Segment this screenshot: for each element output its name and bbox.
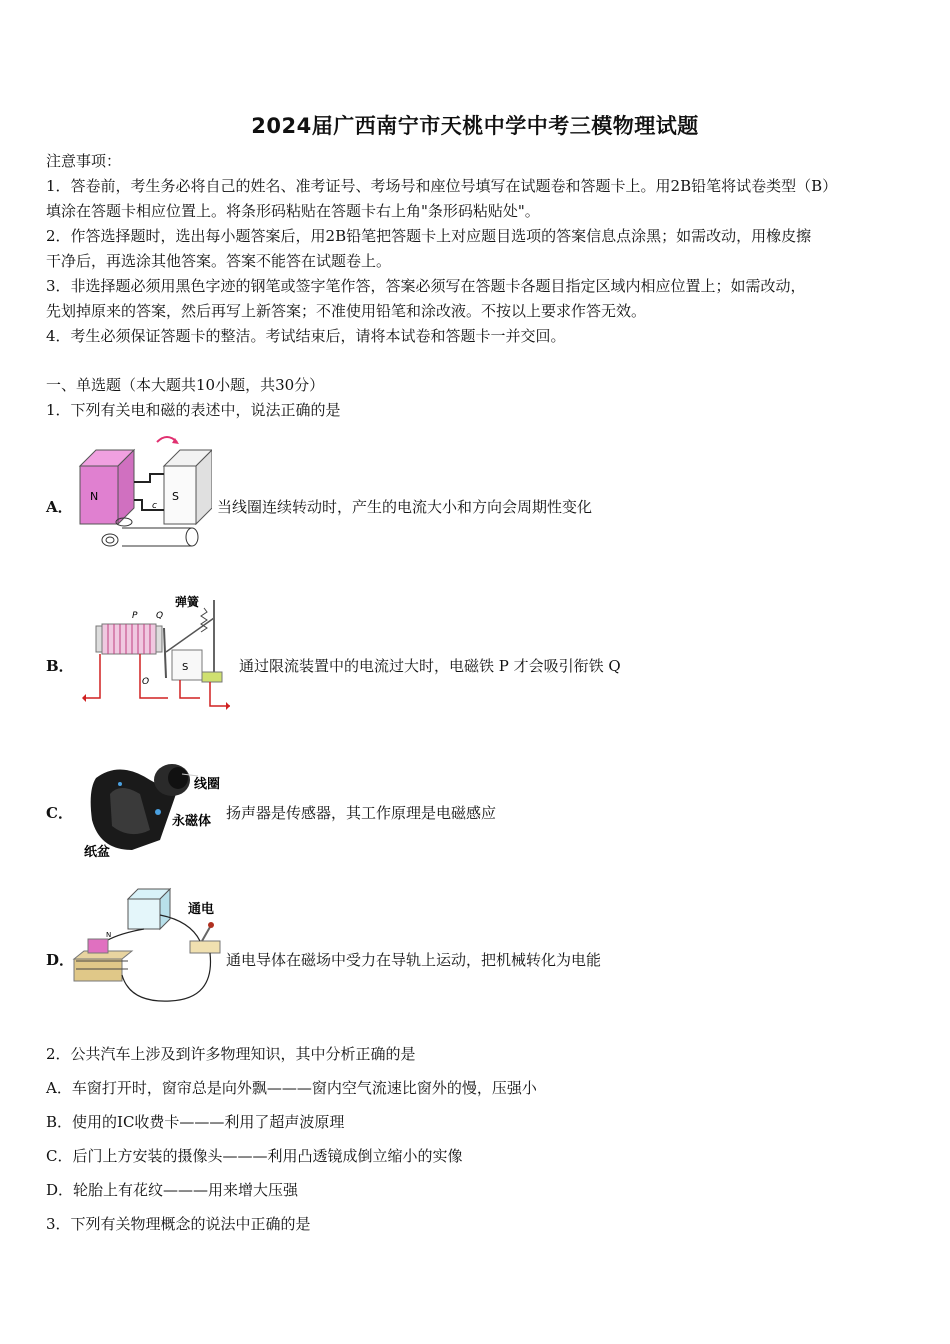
fig-label: 通电	[188, 902, 215, 917]
fig-label: 弹簧	[175, 595, 200, 609]
notice-line: 2．作答选择题时，选出每小题答案后，用2B铅笔把答题卡上对应题目选项的答案信息点涂黑；如需改动，用橡皮擦	[46, 227, 812, 245]
option-b-text: 通过限流装置中的电流过大时，电磁铁 P 才会吸引衔铁 Q	[239, 657, 621, 675]
notice-line: 干净后，再选涂其他答案。答案不能答在试题卷上。	[46, 252, 392, 270]
question-stem: 2．公共汽车上涉及到许多物理知识，其中分析正确的是	[46, 1045, 416, 1063]
speaker-figure	[80, 750, 225, 865]
option-b-label: B．	[46, 657, 74, 675]
fig-label: N	[106, 931, 112, 939]
fig-label: c	[152, 501, 157, 511]
option-a-text: 当线圈连续转动时，产生的电流大小和方向会周期性变化	[217, 498, 593, 516]
fig-label: 永磁体	[172, 814, 212, 829]
generator-figure	[72, 430, 212, 558]
notice-line: 4．考生必须保证答题卡的整洁。考试结束后，请将本试卷和答题卡一并交回。	[46, 327, 566, 345]
rail-motor-figure	[70, 885, 230, 1010]
notice-line: 1．答卷前，考生务必将自己的姓名、准考证号、考场号和座位号填写在试题卷和答题卡上。用2B铅笔将试卷类型（B）	[46, 177, 838, 195]
option-c-text: 扬声器是传感器，其工作原理是电磁感应	[226, 804, 497, 822]
q2-option-c: C．后门上方安装的摄像头———利用凸透镜成倒立缩小的实像	[46, 1147, 463, 1165]
notice-heading: 注意事项：	[46, 152, 122, 170]
notice-line: 3．非选择题必须用黑色字迹的钢笔或签字笔作答，答案必须写在答题卡各题目指定区域内相应位置上；如需改动，	[46, 277, 806, 295]
option-a-label: A．	[46, 498, 73, 516]
current-limiter-figure	[80, 588, 230, 716]
question-stem: 1．下列有关电和磁的表述中，说法正确的是	[46, 401, 341, 419]
fig-label: N	[90, 490, 99, 503]
fig-label: 纸盆	[84, 845, 111, 860]
fig-label: Q	[156, 611, 164, 621]
notice-line: 填涂在答题卡相应位置上。将条形码粘贴在答题卡右上角"条形码粘贴处"。	[46, 202, 540, 220]
question-stem: 3．下列有关物理概念的说法中正确的是	[46, 1215, 311, 1233]
q2-option-b: B．使用的IC收费卡———利用了超声波原理	[46, 1113, 345, 1131]
option-c-label: C．	[46, 804, 73, 822]
option-d-label: D．	[46, 951, 75, 969]
notice-line: 先划掉原来的答案，然后再写上新答案；不准使用铅笔和涂改液。不按以上要求作答无效。	[46, 302, 647, 320]
fig-label: 线圈	[194, 777, 221, 792]
q2-option-a: A．车窗打开时，窗帘总是向外飘———窗内空气流速比窗外的慢，压强小	[46, 1079, 537, 1097]
option-d-text: 通电导体在磁场中受力在导轨上运动，把机械转化为电能	[226, 951, 602, 969]
q2-option-d: D．轮胎上有花纹———用来增大压强	[46, 1181, 299, 1199]
fig-label: S	[172, 490, 179, 503]
fig-label: O	[142, 677, 150, 687]
fig-label: P	[132, 611, 138, 621]
section-heading: 一、单选题（本大题共10小题，共30分）	[46, 376, 325, 394]
fig-label: S	[182, 662, 189, 673]
page-title: 2024届广西南宁市天桃中学中考三模物理试题	[251, 114, 699, 138]
